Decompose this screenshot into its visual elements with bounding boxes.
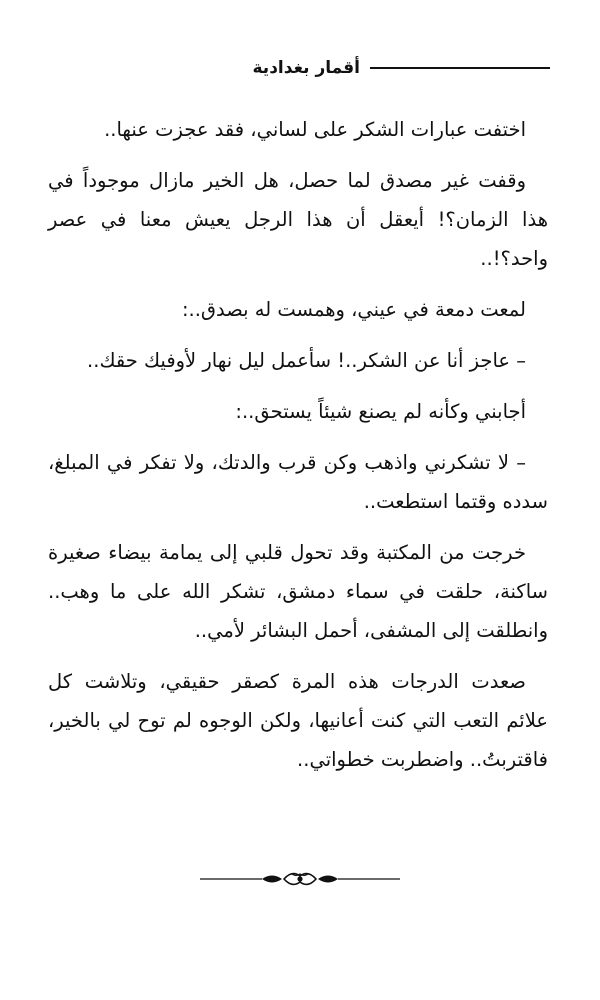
paragraph: وقفت غير مصدق لما حصل، هل الخير مازال موجوداً في هذا الزمان؟! أيعقل أن هذا الرجل يعيش معنا في عصر واحد؟!.. <box>48 169 548 270</box>
paragraph: أجابني وكأنه لم يصنع شيئاً يستحق..: <box>235 400 526 423</box>
body-text <box>48 110 548 791</box>
paragraph: اختفت عبارات الشكر على لساني، فقد عجزت عنها.. <box>104 118 526 141</box>
paragraph: لمعت دمعة في عيني، وهمست له بصدق..: <box>181 298 526 321</box>
dialog-line: – عاجز أنا عن الشكر..! سأعمل ليل نهار لأوفيك حقك.. <box>87 349 526 372</box>
paragraph: خرجت من المكتبة وقد تحول قلبي إلى يمامة بيضاء صغيرة ساكنة، حلقت في سماء دمشق، تشكر الله على ما وهب.. وانطلقت إلى المشفى، أحمل البشائر لأمي.. <box>48 541 548 642</box>
header-rule <box>370 67 550 69</box>
ornament-divider-icon <box>200 868 400 890</box>
dialog-line: – لا تشكرني واذهب وكن قرب والدتك، ولا تفكر في المبلغ، سدده وقتما استطعت.. <box>48 451 548 513</box>
paragraph: صعدت الدرجات هذه المرة كصقر حقيقي، وتلاشت كل علائم التعب التي كنت أعانيها، ولكن الوجوه لم توح لي بالخير، فاقتربتُ.. واضطربت خطواتي.. <box>48 670 548 771</box>
book-title: أقمار بغدادية <box>252 58 360 78</box>
running-header <box>253 58 551 78</box>
